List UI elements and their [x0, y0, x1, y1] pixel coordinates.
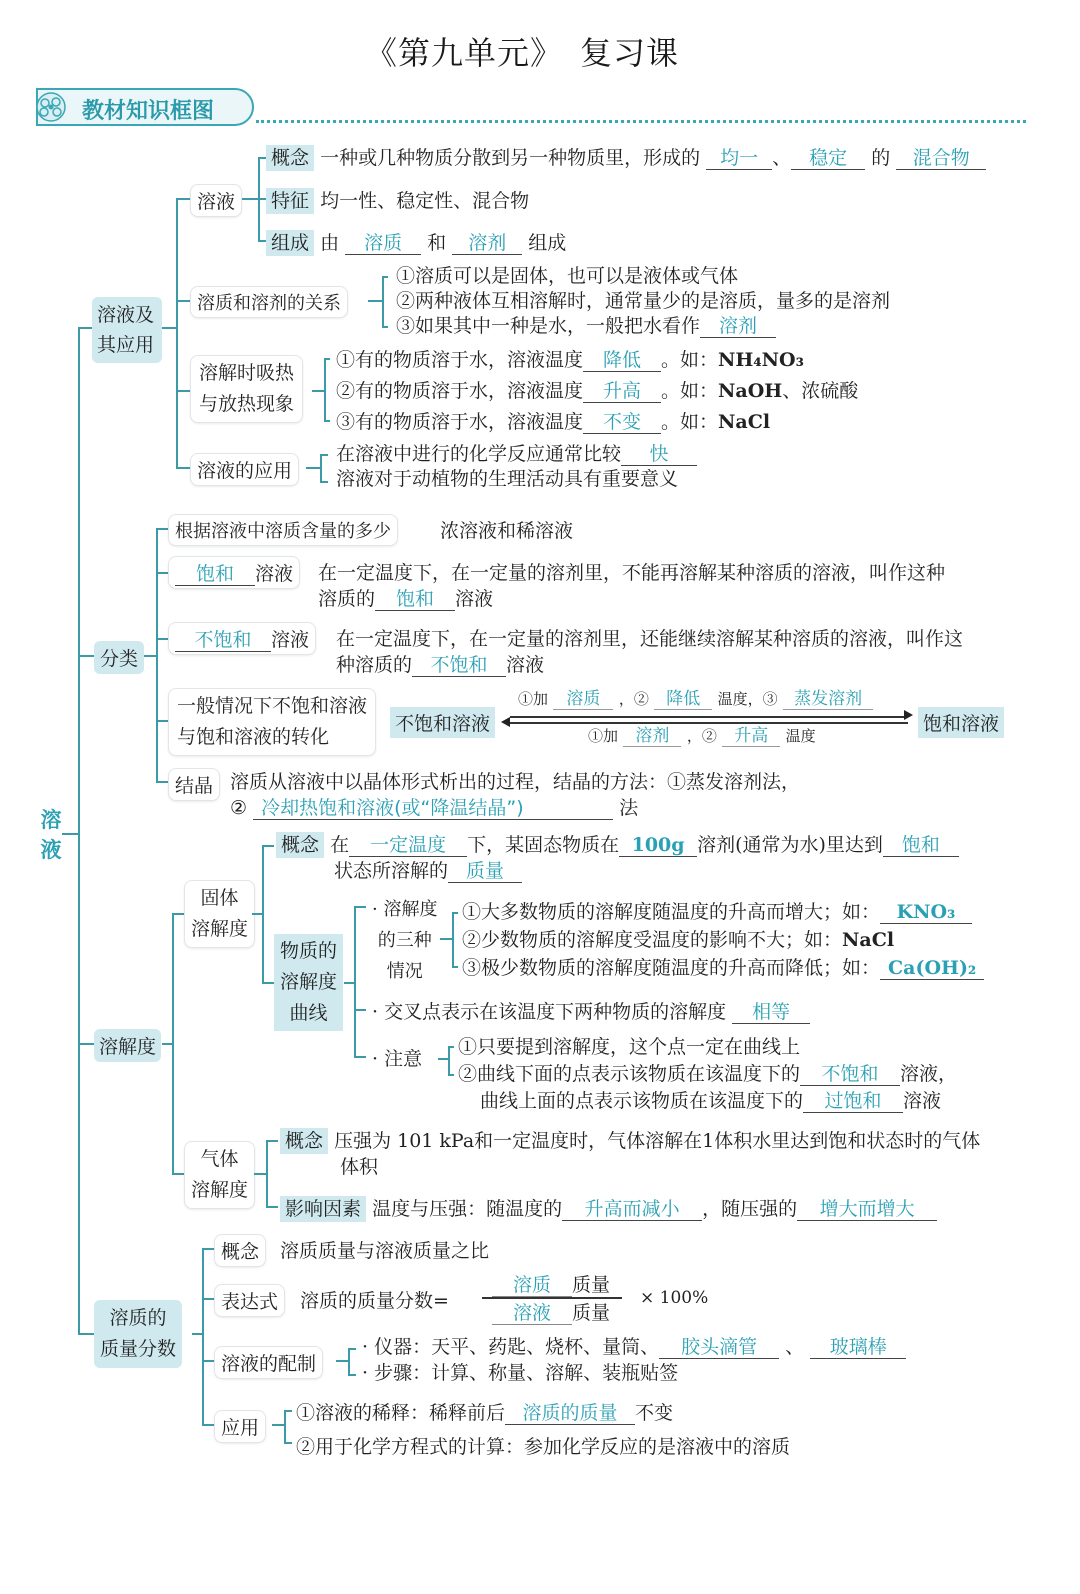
answer-blank: 胶头滴管 — [659, 1337, 779, 1359]
text: 。如： — [661, 380, 719, 402]
text: ②少数物质的溶解度受温度的影响不大；如： — [462, 929, 843, 951]
times-100-percent: × 100% — [640, 1288, 709, 1308]
saturated-def — [318, 560, 945, 612]
label-line: 质量分数 — [100, 1338, 177, 1360]
backward-arrow — [510, 722, 908, 724]
solid-concept — [276, 832, 959, 884]
label-line: · 溶解度 — [372, 899, 438, 920]
text: ③有的物质溶于水，溶液温度 — [336, 411, 584, 433]
connector — [266, 1206, 278, 1208]
answer-blank: 增大而增大 — [797, 1199, 937, 1221]
answer-blank: 溶质 — [492, 1275, 572, 1297]
list-item — [362, 1334, 906, 1360]
text: 温度 — [785, 727, 816, 745]
label-line: 其应用 — [97, 334, 155, 356]
mf-concept-text: 溶质质量与溶液质量之比 — [280, 1240, 490, 1262]
text: 法 — [619, 797, 639, 819]
connector — [156, 572, 168, 574]
heat-items — [336, 345, 858, 438]
connector — [176, 300, 190, 302]
text: 在 — [330, 834, 350, 856]
answer-blank: 一定温度 — [349, 835, 467, 857]
unsaturated-def — [336, 626, 963, 678]
connector — [176, 198, 190, 200]
fraction-numerator — [492, 1270, 610, 1297]
list-item — [462, 898, 984, 926]
connector — [354, 1056, 366, 1058]
answer-blank: 溶剂 — [623, 727, 681, 747]
node-solid-solubility — [184, 880, 255, 948]
connector — [440, 938, 452, 940]
text: ，随压强的 — [702, 1198, 798, 1220]
connector — [262, 845, 274, 847]
text — [230, 795, 800, 821]
answer-blank: 不饱和 — [800, 1064, 900, 1086]
text: 。如： — [661, 411, 719, 433]
node-expression: 表达式 — [214, 1284, 285, 1317]
text: 在溶液中进行的化学反应通常比较 — [336, 443, 622, 465]
text: 种溶质的 — [336, 654, 413, 676]
answer-blank: 饱和 — [375, 589, 455, 611]
label-line: 的三种 — [377, 930, 432, 951]
tag-concept: 概念 — [266, 145, 314, 171]
list-item — [396, 314, 890, 339]
text: 状态所溶解的 — [334, 860, 449, 882]
bracket-line — [452, 912, 454, 966]
connector — [254, 1173, 266, 1175]
connector — [320, 454, 328, 456]
answer-blank: 升高而减小 — [562, 1199, 702, 1221]
list-item — [336, 376, 858, 407]
expression-lhs: 溶质的质量分数= — [300, 1290, 449, 1312]
fraction-denominator — [492, 1298, 610, 1325]
label-line: 溶解时吸热 — [199, 362, 295, 384]
chem-formula: NH₄NO₃ — [718, 349, 804, 371]
connector — [324, 420, 330, 422]
branch-solution-app — [92, 297, 162, 363]
answer-blank: 饱和 — [175, 564, 255, 586]
answer-blank: 冷却热饱和溶液(或“降温结晶”) — [253, 798, 613, 820]
answer-blank: 降低 — [654, 690, 712, 710]
branch-solubility: 溶解度 — [94, 1029, 161, 1062]
bracket-line — [176, 198, 178, 468]
root-node: 溶液 — [40, 808, 62, 862]
label-line: 与放热现象 — [199, 393, 295, 415]
connector — [78, 1043, 94, 1045]
connector — [382, 276, 388, 278]
text: ③如果其中一种是水，一般把水看作 — [396, 315, 701, 337]
text: 均一性、稳定性、混合物 — [320, 190, 530, 212]
node-by-content: 根据溶液中溶质含量的多少 — [168, 514, 398, 546]
label-line: 物质的 — [280, 940, 338, 962]
text: 组成 — [528, 232, 567, 254]
label-line: 溶解度 — [280, 971, 338, 993]
connector — [306, 467, 320, 469]
connector — [202, 1360, 214, 1362]
connector — [78, 655, 94, 657]
connector — [172, 1173, 184, 1175]
chem-formula: NaCl — [718, 411, 771, 433]
text: 溶液 — [903, 1090, 942, 1112]
list-item: 溶液对于动植物的生理活动具有重要意义 — [336, 468, 679, 490]
answer-blank: 溶液 — [492, 1303, 572, 1325]
node-use: 溶液的应用 — [190, 453, 299, 486]
list-item: ①只要提到溶解度，这个点一定在曲线上 — [458, 1036, 801, 1058]
molecule-icon — [34, 92, 68, 122]
text: ①加 — [518, 690, 549, 708]
forward-arrow — [510, 716, 908, 718]
text: 由 — [320, 232, 340, 254]
preparation-items — [362, 1334, 906, 1386]
answer-blank: 溶质 — [553, 690, 613, 710]
answer-blank: 蒸发溶剂 — [783, 690, 873, 710]
bracket-line — [382, 276, 384, 326]
label-line: 溶解度 — [191, 918, 249, 940]
list-item — [336, 442, 697, 467]
answer-blank: 升高 — [722, 727, 780, 747]
connector — [312, 390, 324, 392]
text: 在一定温度下，在一定量的溶剂里，不能再溶解某种溶质的溶液，叫作这种 — [318, 562, 946, 584]
solution-feature — [266, 186, 529, 213]
connector — [176, 390, 190, 392]
connector — [438, 1058, 448, 1060]
connector — [156, 781, 168, 783]
node-unsaturated — [168, 622, 316, 655]
answer-blank: 玻璃棒 — [810, 1337, 906, 1359]
text: 质量 — [572, 1274, 611, 1296]
connector — [258, 157, 266, 159]
tag-composition: 组成 — [266, 230, 314, 256]
list-item — [462, 926, 984, 954]
by-content-text: 浓溶液和稀溶液 — [440, 520, 574, 542]
connector — [382, 326, 388, 328]
list-item: ①溶质可以是固体，也可以是液体或气体 — [396, 265, 739, 287]
bracket-line — [284, 1410, 286, 1442]
text: ②曲线下面的点表示该物质在该温度下的 — [458, 1063, 801, 1085]
text — [336, 652, 963, 678]
text: 溶液 — [255, 563, 294, 585]
bracket-line — [448, 1046, 450, 1074]
three-cases-items — [462, 898, 984, 982]
answer-blank: 降低 — [583, 350, 661, 372]
answer-blank: 饱和 — [883, 835, 959, 857]
text: 一种或几种物质分散到另一种物质里，形成的 — [320, 147, 701, 169]
bracket-line — [156, 528, 158, 781]
connector — [272, 1424, 284, 1426]
connector — [284, 1410, 292, 1412]
node-solubility-curve — [274, 934, 343, 1031]
node-application: 应用 — [214, 1410, 266, 1443]
label-line: 溶解度 — [191, 1179, 249, 1201]
tag-concept: 概念 — [276, 832, 324, 858]
text: ①加 — [588, 727, 619, 745]
text: ，② — [618, 690, 649, 708]
saturated-solution-box: 饱和溶液 — [918, 707, 1004, 738]
answer-blank: 均一 — [706, 148, 772, 170]
answer-blank: 升高 — [583, 381, 661, 403]
text: 温度，③ — [717, 690, 778, 708]
bracket-line — [348, 1348, 350, 1374]
bracket-line — [324, 358, 326, 420]
crystal-text — [230, 769, 800, 821]
text — [318, 586, 945, 612]
list-item: ②两种液体互相溶解时，通常量少的是溶质，量多的是溶剂 — [396, 290, 891, 312]
answer-blank: 溶剂 — [452, 233, 522, 255]
answer-blank: 溶质的质量 — [505, 1403, 635, 1425]
connector — [242, 198, 258, 200]
answer-blank: Ca(OH)₂ — [880, 958, 984, 980]
answer-blank: 混合物 — [896, 148, 986, 170]
list-item: ②用于化学方程式的计算：参加化学反应的是溶液中的溶质 — [296, 1436, 791, 1458]
connector — [144, 655, 156, 657]
root-connector — [62, 833, 78, 835]
text: 在一定温度下，在一定量的溶剂里，还能继续溶解某种溶质的溶液，叫作这 — [336, 628, 964, 650]
text: ② — [230, 797, 248, 819]
answer-blank: 相等 — [732, 1002, 810, 1024]
text: 和 — [427, 232, 447, 254]
text: 体积 — [340, 1156, 379, 1178]
connector — [354, 1009, 366, 1011]
text: 溶质从溶液中以晶体形式析出的过程，结晶的方法：①蒸发溶剂法， — [230, 771, 801, 793]
connector — [266, 1140, 278, 1142]
unsaturated-solution-box: 不饱和溶液 — [390, 707, 495, 738]
text: 、 — [785, 1336, 805, 1358]
connector — [368, 300, 382, 302]
list-item — [336, 407, 858, 438]
connector — [172, 913, 184, 915]
text — [280, 1128, 980, 1154]
bracket-line — [320, 454, 322, 481]
connector — [448, 1074, 454, 1076]
connector — [354, 906, 366, 908]
page-title: 《第九单元》 复习课 — [365, 34, 680, 72]
use-items — [336, 442, 697, 492]
arrow-head-right-icon — [904, 710, 913, 720]
answer-blank: 溶质 — [345, 233, 421, 255]
text: 质量 — [572, 1302, 611, 1324]
text: 溶液， — [900, 1063, 958, 1085]
connector — [320, 481, 328, 483]
list-item — [296, 1396, 790, 1430]
note-label: · 注意 — [372, 1048, 423, 1070]
label-line: 情况 — [386, 961, 423, 982]
arrow-head-left-icon — [501, 717, 510, 727]
connector — [202, 1424, 214, 1426]
answer-blank: 稳定 — [791, 148, 865, 170]
bracket-line — [266, 1140, 268, 1206]
gas-factors — [280, 1194, 937, 1221]
connector — [324, 358, 330, 360]
note-items — [458, 1034, 957, 1115]
branch-classify: 分类 — [94, 641, 144, 674]
connector — [202, 1298, 214, 1300]
answer-blank: 不饱和 — [175, 630, 271, 652]
label-line: 曲线 — [289, 1002, 328, 1024]
text: 、 — [772, 147, 792, 169]
tag-concept: 概念 — [280, 1128, 328, 1154]
relation-items — [396, 264, 890, 339]
bracket-line — [172, 913, 174, 1173]
text: 溶液 — [455, 588, 494, 610]
text: 曲线上面的点表示该物质在该温度下的 — [480, 1090, 804, 1112]
list-item — [458, 1088, 957, 1115]
application-items — [296, 1396, 790, 1464]
text: 压强为 101 kPa和一定温度时，气体溶解在1体积水里达到饱和状态时的气体 — [334, 1130, 981, 1152]
connector — [344, 982, 354, 984]
three-cases-label — [372, 894, 437, 987]
connector — [176, 467, 190, 469]
list-item — [336, 345, 858, 376]
tag-factors: 影响因素 — [280, 1196, 366, 1222]
label-line: 固体 — [200, 887, 239, 909]
text: · 仪器：天平、药匙、烧杯、量筒、 — [362, 1336, 660, 1358]
gas-concept — [280, 1128, 980, 1180]
connector — [348, 1374, 356, 1376]
connector — [202, 1248, 214, 1250]
list-item — [458, 1061, 957, 1088]
branch-mass-fraction — [94, 1300, 182, 1368]
answer-blank: 100g — [619, 835, 697, 857]
label-line: 溶液及 — [97, 304, 155, 326]
text: · 交叉点表示在该温度下两种物质的溶解度 — [372, 1001, 727, 1023]
tag-feature: 特征 — [266, 188, 314, 214]
forward-conditions — [518, 688, 873, 710]
section-divider — [256, 120, 1026, 123]
label-line: 溶质的 — [109, 1307, 167, 1329]
text: 。如： — [661, 349, 719, 371]
text: ①大多数物质的溶解度随温度的升高而增大；如： — [462, 901, 881, 923]
section-label: 教材知识框图 — [82, 99, 215, 124]
connector — [452, 912, 458, 914]
connector — [448, 1046, 454, 1048]
bracket-line — [262, 845, 264, 982]
connector — [156, 528, 168, 530]
connector — [258, 240, 266, 242]
backward-conditions — [588, 725, 816, 747]
cross-point — [372, 997, 810, 1024]
connector — [284, 1442, 292, 1444]
text: ①溶液的稀释：稀释前后 — [296, 1402, 506, 1424]
answer-blank: 溶剂 — [700, 316, 776, 338]
text: 下，某固态物质在 — [467, 834, 620, 856]
answer-blank: 不饱和 — [412, 655, 506, 677]
answer-blank: 过饱和 — [803, 1091, 903, 1113]
connector — [192, 1333, 202, 1335]
solution-composition — [266, 228, 566, 255]
text: 溶液 — [506, 654, 545, 676]
connector — [262, 982, 274, 984]
text: ，② — [686, 727, 717, 745]
text: 温度与压强：随温度的 — [372, 1198, 563, 1220]
chem-formula: NaOH — [718, 380, 783, 402]
connector — [348, 1348, 356, 1350]
node-heat — [190, 355, 303, 423]
bracket-line — [354, 906, 356, 1056]
answer-blank: 快 — [621, 444, 697, 466]
chem-formula: NaCl — [842, 929, 895, 951]
answer-blank: 不变 — [583, 412, 661, 434]
label-line: 与饱和溶液的转化 — [177, 726, 330, 748]
node-solution: 溶液 — [190, 184, 242, 217]
text: ①有的物质溶于水，溶液温度 — [336, 349, 584, 371]
connector — [156, 720, 168, 722]
text: 、浓硫酸 — [782, 380, 859, 402]
node-saturated — [168, 556, 300, 589]
connector — [162, 327, 176, 329]
text: 溶质的 — [318, 588, 376, 610]
node-mf-concept: 概念 — [214, 1234, 266, 1267]
node-relation: 溶质和溶剂的关系 — [190, 286, 348, 318]
node-gas-solubility — [184, 1141, 255, 1209]
list-item: · 步骤：计算、称量、溶解、装瓶贴签 — [362, 1362, 679, 1384]
text — [276, 832, 959, 858]
text: ③极少数物质的溶解度随温度的升高而降低；如： — [462, 957, 881, 979]
connector — [162, 1043, 172, 1045]
connector — [258, 198, 266, 200]
list-item — [462, 954, 984, 982]
bracket-line — [202, 1248, 204, 1424]
node-transform — [168, 688, 376, 756]
text — [276, 858, 959, 884]
answer-blank: KNO₃ — [880, 902, 972, 924]
label-line: 一般情况下不饱和溶液 — [177, 695, 368, 717]
answer-blank: 质量 — [448, 861, 522, 883]
text: 的 — [871, 147, 891, 169]
connector — [252, 913, 262, 915]
text: 溶液 — [271, 629, 310, 651]
connector — [156, 638, 168, 640]
text: 溶剂(通常为水)里达到 — [697, 834, 883, 856]
connector — [78, 1333, 94, 1335]
text: ②有的物质溶于水，溶液温度 — [336, 380, 584, 402]
text: 不变 — [635, 1402, 674, 1424]
trunk-line — [78, 327, 80, 1335]
section-header — [36, 88, 254, 126]
connector — [452, 966, 458, 968]
connector — [336, 1360, 348, 1362]
label-line: 气体 — [200, 1148, 239, 1170]
node-crystal: 结晶 — [168, 768, 220, 801]
solution-concept — [266, 143, 986, 170]
node-preparation: 溶液的配制 — [214, 1346, 323, 1379]
